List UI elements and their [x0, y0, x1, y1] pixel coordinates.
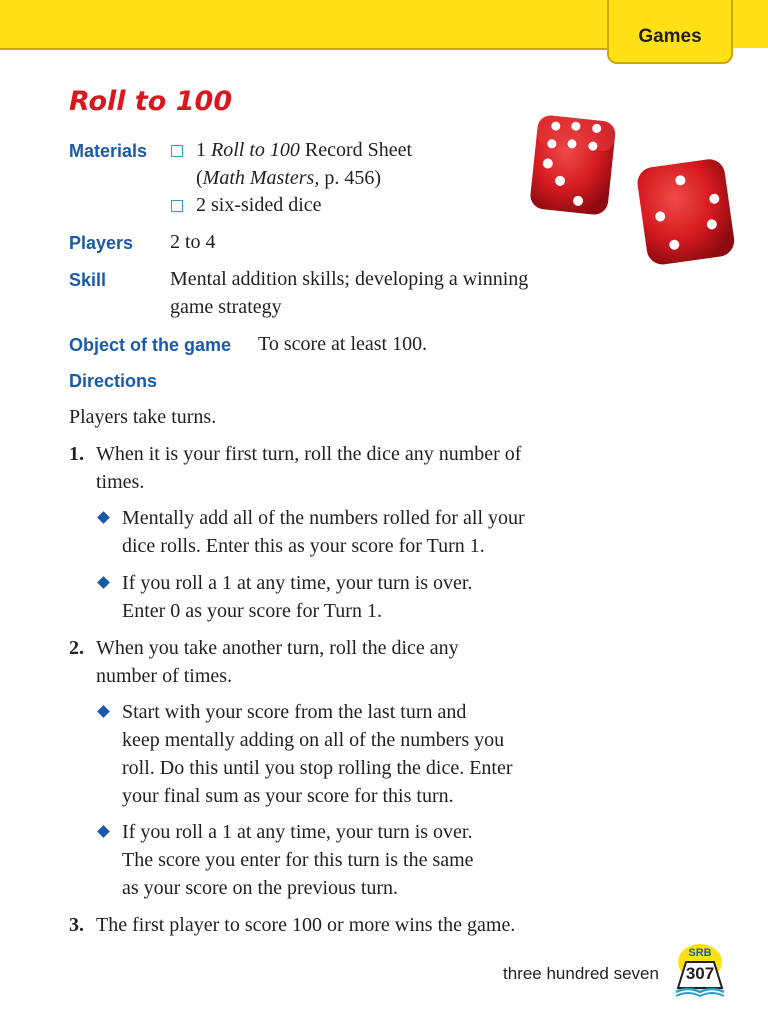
players-label: Players [69, 233, 134, 253]
bullet-line: as your score on the previous turn. [122, 877, 399, 899]
die-one [529, 114, 616, 216]
bullet-line: Enter 0 as your score for Turn 1. [122, 600, 382, 622]
materials-item-1-source: (Math Masters, p. 456) [196, 167, 382, 189]
bullet-line: Mentally add all of the numbers rolled for all your [122, 507, 525, 529]
checkbox-icon [171, 145, 183, 157]
step-line: When you take another turn, roll the dice any [96, 637, 459, 659]
step-number: 3. [69, 914, 84, 936]
bullet-diamond-icon [97, 576, 110, 589]
page-number: 307 [685, 964, 715, 983]
skill-label: Skill [69, 270, 107, 290]
skill-line: game strategy [170, 296, 282, 318]
checkbox-icon [171, 200, 183, 212]
step-line: times. [96, 471, 145, 493]
players-value: 2 to 4 [170, 231, 216, 253]
page-title: Roll to 100 [69, 86, 233, 117]
section-tab [607, 0, 733, 64]
bullet-line: Start with your score from the last turn and [122, 701, 467, 723]
header-divider [0, 48, 610, 50]
directions-label: Directions [69, 371, 158, 391]
object-label: Object of the game [69, 335, 232, 355]
step-line: When it is your first turn, roll the dice any number of [96, 443, 522, 465]
step-line: number of times. [96, 665, 233, 687]
directions-intro: Players take turns. [69, 406, 217, 428]
step-line: The first player to score 100 or more wins the game. [96, 914, 516, 936]
dice-illustration [520, 108, 760, 268]
srb-label: SRB [688, 947, 712, 959]
bullet-line: If you roll a 1 at any time, your turn is over. [122, 572, 473, 594]
bullet-line: The score you enter for this turn is the same [122, 849, 474, 871]
step-number: 1. [69, 443, 84, 465]
bullet-diamond-icon [97, 705, 110, 718]
object-value: To score at least 100. [258, 333, 428, 355]
bullet-line: dice rolls. Enter this as your score for Turn 1. [122, 535, 485, 557]
bullet-line: your final sum as your score for this turn. [122, 785, 454, 807]
bullet-line: If you roll a 1 at any time, your turn is over. [122, 821, 473, 843]
bullet-line: roll. Do this until you stop rolling the dice. Enter [122, 757, 513, 779]
bullet-diamond-icon [97, 825, 110, 838]
bullet-line: keep mentally adding on all of the numbers you [122, 729, 505, 751]
die-two [635, 157, 736, 266]
page-number-words: three hundred seven [503, 964, 659, 983]
materials-item-1: 1 Roll to 100 Record Sheet [196, 139, 413, 161]
section-label: Games [638, 26, 702, 47]
step-number: 2. [69, 637, 84, 659]
bullet-diamond-icon [97, 511, 110, 524]
materials-label: Materials [69, 141, 148, 161]
materials-item-2: 2 six-sided dice [196, 194, 322, 216]
skill-line: Mental addition skills; developing a winning [170, 268, 529, 290]
